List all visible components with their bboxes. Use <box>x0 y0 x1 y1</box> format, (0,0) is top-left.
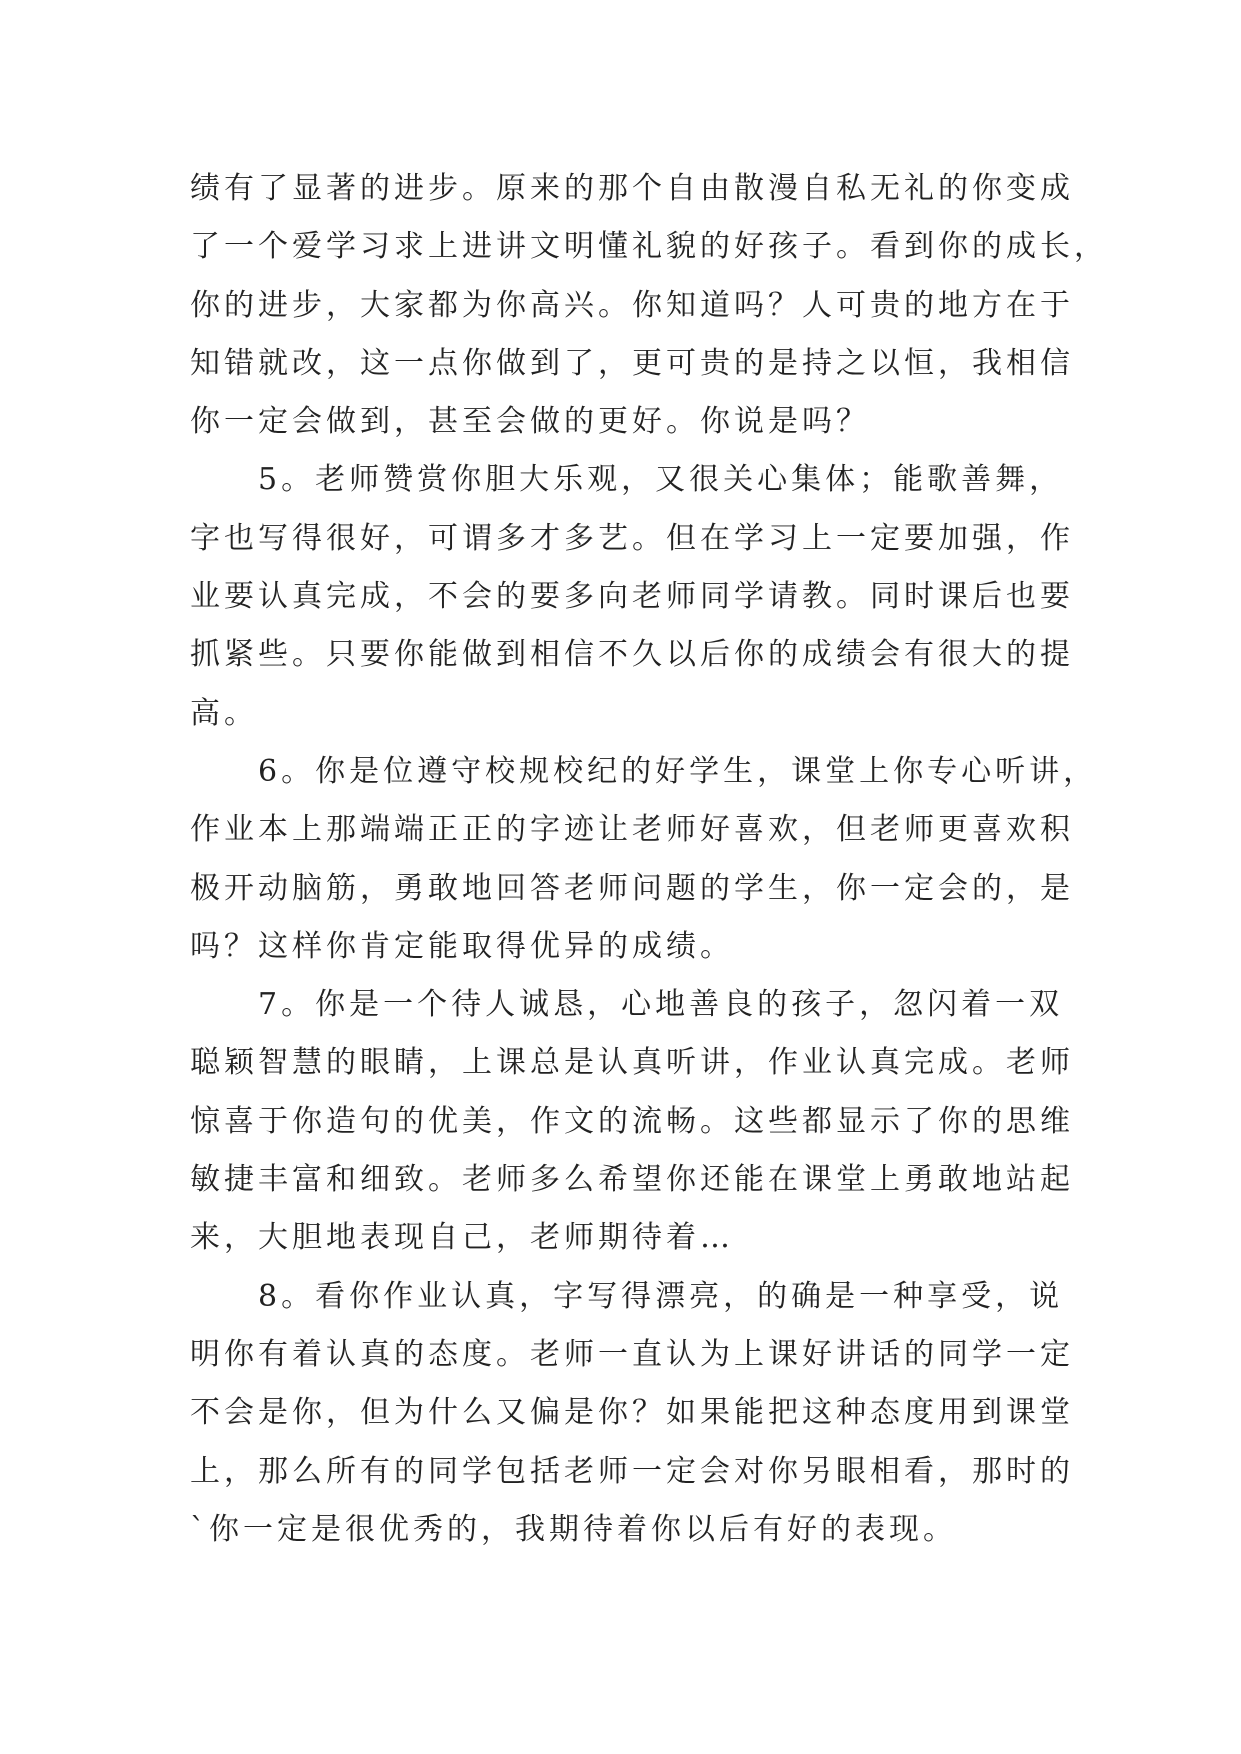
text-line: 明你有着认真的态度。老师一直认为上课好讲话的同学一定 <box>190 1336 1074 1372</box>
text-line: 吗？这样你肯定能取得优异的成绩。 <box>190 928 734 964</box>
text-line: 了一个爱学习求上进讲文明懂礼貌的好孩子。看到你的成长， <box>190 229 1108 265</box>
text-line: 6。你是位遵守校规校纪的好学生，课堂上你专心听讲， <box>190 753 1098 789</box>
text-line: 你一定会做到，甚至会做的更好。你说是吗？ <box>190 404 870 440</box>
text-line: 你的进步，大家都为你高兴。你知道吗？人可贵的地方在于 <box>190 287 1074 323</box>
text-line: 上，那么所有的同学包括老师一定会对你另眼相看，那时的 <box>190 1453 1074 1489</box>
text-line: 字也写得很好，可谓多才多艺。但在学习上一定要加强，作 <box>190 520 1074 556</box>
text-line: 惊喜于你造句的优美，作文的流畅。这些都显示了你的思维 <box>190 1103 1074 1139</box>
text-line: 来，大胆地表现自己，老师期待着… <box>190 1220 734 1256</box>
text-line: 聪颖智慧的眼睛，上课总是认真听讲，作业认真完成。老师 <box>190 1045 1074 1081</box>
text-line: 业要认真完成，不会的要多向老师同学请教。同时课后也要 <box>190 579 1074 615</box>
text-line: 高。 <box>190 695 258 731</box>
text-line: 极开动脑筋，勇敢地回答老师问题的学生，你一定会的，是 <box>190 870 1074 906</box>
text-line: 知错就改，这一点你做到了，更可贵的是持之以恒，我相信 <box>190 345 1074 381</box>
text-line: 敏捷丰富和细致。老师多么希望你还能在课堂上勇敢地站起 <box>190 1162 1074 1198</box>
text-line: 5。老师赞赏你胆大乐观，又很关心集体；能歌善舞， <box>190 462 1064 498</box>
text-line: 7。你是一个待人诚恳，心地善良的孩子，忽闪着一双 <box>190 987 1064 1023</box>
text-line: 绩有了显著的进步。原来的那个自由散漫自私无礼的你变成 <box>190 171 1074 206</box>
text-line: 8。看你作业认真，字写得漂亮，的确是一种享受，说 <box>190 1278 1064 1314</box>
text-line: 不会是你，但为什么又偏是你？如果能把这种态度用到课堂 <box>190 1395 1074 1431</box>
body-text <box>190 160 1110 1559</box>
text-line: 抓紧些。只要你能做到相信不久以后你的成绩会有很大的提 <box>190 637 1074 673</box>
text-line: `你一定是很优秀的，我期待着你以后有好的表现。 <box>190 1511 957 1547</box>
text-line: 作业本上那端端正正的字迹让老师好喜欢，但老师更喜欢积 <box>190 812 1074 848</box>
